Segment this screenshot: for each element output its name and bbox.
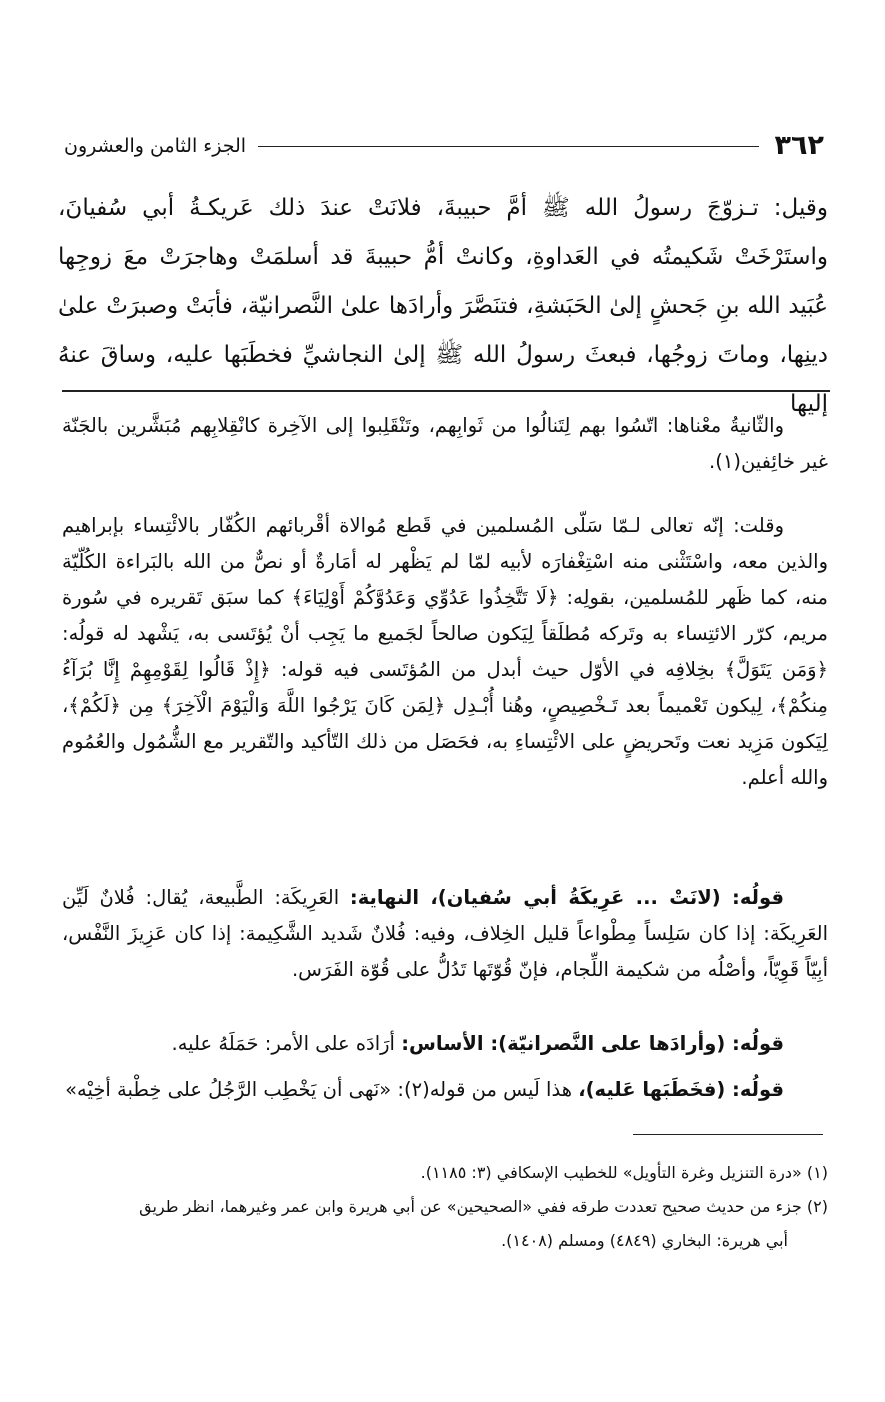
- footnote-2: [62, 1192, 828, 1222]
- commentary-label: قولُه: (وأرادَها على النَّصرانيّة): الأساس:: [401, 1032, 784, 1055]
- quoted-passage-text: وقيل: تـزوّجَ رسولُ الله ﷺ أمَّ حبيبةَ، فلانَتْ عندَ ذلك عَريكـةُ أبي سُفيانَ، واستَرْخَتْ شَكيمتُه في العَداوةِ، وكانتْ أمُّ حبيبةَ قد أسلمَتْ وهاجرَتْ معَ زوجِها عُبَيد الله بنِ جَحشٍ إلىٰ الحَبَشةِ، فتنَصَّرَ وأرادَها علىٰ النَّصرانيّة، فأبَتْ وصبرَتْ علىٰ دينِها، وماتَ زوجُها، فبعثَ رسولُ الله ﷺ إلىٰ النجاشيِّ فخطَبَها عليه، وساقَ عنهُ إليها: [58, 195, 828, 417]
- footnote-text: جزء من حديث صحيح تعددت طرقه ففي «الصحيحين» عن أبي هريرة وابن عمر وغيرهما، انظر طريق: [139, 1197, 802, 1216]
- quoted-passage-underline: [62, 390, 830, 392]
- page-header: [64, 128, 824, 164]
- commentary-label: قولُه: (لانَتْ ... عَرِيكَةُ أبي سُفيان)، النهاية:: [349, 886, 784, 909]
- footnote-separator: [633, 1134, 823, 1135]
- commentary-text: هذا لَيس من قوله: [429, 1078, 572, 1101]
- footnotes: [62, 1158, 828, 1260]
- commentary-paragraph-2: [62, 508, 828, 796]
- running-title: الجزء الثامن والعشرون: [64, 135, 247, 157]
- footnote-1: [62, 1158, 828, 1188]
- commentary-paragraph-3: [62, 880, 828, 988]
- commentary-paragraph-4: [62, 1026, 828, 1062]
- commentary-text: والثّانيةُ معْناها: اتّسُوا بهم لِتَنالُوا من ثَوابِهم، وتَنْقَلِبوا إلى الآخِرة كانْقِلابِهم مُبَشَّرين بالجَنّة غير خائِفين: [62, 414, 828, 473]
- commentary-text: أرَادَه على الأمر: حَمَلَهُ عليه.: [171, 1032, 395, 1055]
- commentary-text: : «نَهى أن يَخْطِب الرَّجُلُ على خِطْبة أخِيْه»: [65, 1078, 404, 1101]
- commentary-paragraph-5: [62, 1072, 828, 1108]
- footnote-marker: (٢): [806, 1197, 828, 1216]
- header-rule: [258, 146, 759, 147]
- commentary-label: قولُه: (فخَطَبَها عَليه)،: [578, 1078, 784, 1101]
- footnote-text: «درة التنزيل وغرة التأويل» للخطيب الإسكافي (٣: ١١٨٥).: [420, 1163, 802, 1182]
- footnote-ref: (٢): [403, 1078, 430, 1101]
- footnote-ref: (١): [715, 450, 741, 473]
- punctuation: .: [709, 450, 716, 473]
- commentary-paragraph-1: [62, 408, 828, 480]
- quoted-passage: [58, 184, 828, 429]
- footnote-2-continuation: أبي هريرة: البخاري (٤٨٤٩) ومسلم (١٤٠٨).: [501, 1231, 788, 1250]
- commentary-text: العَرِيكَة: الطَّبيعة، يُقال: فُلانٌ لَيِّن العَرِيكَة: إذا كان سَلِساً مِطْواعاً قليل الخِلاف، وفيه: فُلانٌ شَديد الشَّكِيمة: إذا كان عَزِيزَ النَّفْس، أبِيّاً قَوِيّاً، وأصْلُه من شكيمة اللِّجام، فإنّ قُوّتَها تَدُلُّ على قُوّة الفَرَس.: [62, 886, 828, 981]
- page-number: ٣٦٢: [774, 130, 824, 161]
- commentary-text: وقلت: إنّه تعالى لـمّا سَلّى المُسلمين في قَطع مُوالاة أقْربائهم الكُفّار بالائْتِساء بإبراهيم والذين معه، واسْتَثْنى منه اسْتِغْفارَه لأبيه لمّا لم يَظْهر له أمَارةٌ أو نصٌّ من الله بالبَراءة الكُلّيّة منه، كما ظَهر للمُسلمين، بقولِه: ﴿لَا تَتَّخِذُوا عَدُوِّي وَعَدُوَّكُمْ أَوْلِيَاءَ﴾ كما سبَق تَقريره في سُورة مريم، كرّر الائتِساء به وتَركه مُطلَقاً لِيَكون صالحاً لجَميع ما يَجِب أنْ يُؤتَسى به، يَشْهد له قولُه: ﴿وَمَن يَتَوَلَّ﴾ بخِلافِه في الأوّل حيث أبدل من المُؤتَسى فيه قوله: ﴿إِذْ قَالُوا لِقَوْمِهِمْ إِنَّا بُرَآءُ مِنكُمْ﴾، لِيكون تَعْميماً بعد تَـخْصِيصٍ، وهُنا أُبْـدِل ﴿لِمَن كَانَ يَرْجُوا اللَّهَ وَالْيَوْمَ الْآخِرَ﴾ مِن ﴿لَكُمْ﴾، لِيَكون مَزِيد نعت وتَحريضٍ على الائْتِساءِ به، فحَصَل من ذلك التّأكيد والتّقرير مع الشُّمُول والعُمُوم والله أعلم.: [62, 514, 828, 789]
- footnote-marker: (١): [806, 1163, 828, 1182]
